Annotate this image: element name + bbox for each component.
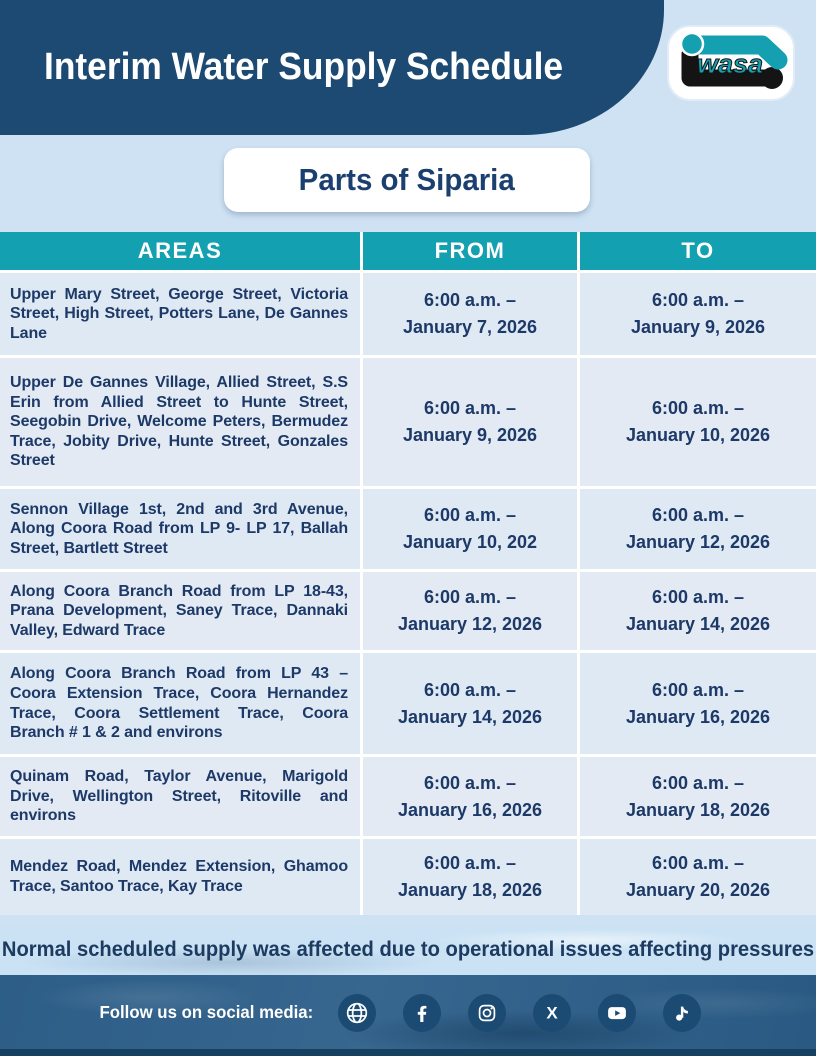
table-header-row [0,232,816,270]
table-row [0,273,816,355]
column-header-areas: AREAS [0,232,360,270]
subtitle-text: Parts of Siparia [298,162,516,197]
table-row [0,489,816,569]
table-row [0,653,816,754]
website-globe-icon[interactable] [338,994,376,1032]
from-cell: 6:00 a.m. – January 14, 2026 [363,653,577,754]
social-icons [338,994,701,1032]
area-cell: Upper De Gannes Village, Allied Street, S.S Erin from Allied Street to Hunte Street, Seegobin Drive, Welcome Peters, Bermudez Trace, Jobity Drive, Hunte Street, Gonzales Street [0,358,360,486]
tiktok-icon[interactable] [663,994,701,1032]
footer-band [0,975,816,1056]
table-row [0,358,816,486]
to-cell: 6:00 a.m. – January 18, 2026 [580,757,816,836]
schedule-table [0,232,816,915]
from-cell: 6:00 a.m. – January 16, 2026 [363,757,577,836]
subtitle-box [224,148,590,212]
to-cell: 6:00 a.m. – January 20, 2026 [580,839,816,915]
header-banner [0,0,664,135]
table-row [0,839,816,915]
from-cell: 6:00 a.m. – January 10, 202 [363,489,577,569]
to-cell: 6:00 a.m. – January 14, 2026 [580,572,816,650]
from-cell: 6:00 a.m. – January 7, 2026 [363,273,577,355]
table-row [0,757,816,836]
column-header-to: TO [580,232,816,270]
column-header-from: FROM [363,232,577,270]
note-text: Normal scheduled supply was affected due to operational issues affecting pressures [1,938,815,961]
to-cell: 6:00 a.m. – January 9, 2026 [580,273,816,355]
svg-text:X: X [546,1003,558,1022]
area-cell: Quinam Road, Taylor Avenue, Marigold Drive, Wellington Street, Ritoville and environs [0,757,360,836]
instagram-icon[interactable] [468,994,506,1032]
note-band [0,925,816,975]
area-cell: Along Coora Branch Road from LP 43 – Coora Extension Trace, Coora Hernandez Trace, Coora Settlement Trace, Coora Branch # 1 & 2 and environs [0,653,360,754]
wasa-logo-text: wasa [696,49,764,79]
youtube-icon[interactable] [598,994,636,1032]
from-cell: 6:00 a.m. – January 9, 2026 [363,358,577,486]
to-cell: 6:00 a.m. – January 16, 2026 [580,653,816,754]
x-twitter-icon[interactable] [533,994,571,1032]
to-cell: 6:00 a.m. – January 12, 2026 [580,489,816,569]
facebook-icon[interactable] [403,994,441,1032]
social-media-label: Follow us on social media: [99,1002,314,1022]
to-cell: 6:00 a.m. – January 10, 2026 [580,358,816,486]
area-cell: Upper Mary Street, George Street, Victoria Street, High Street, Potters Lane, De Gannes Lane [0,273,360,355]
wasa-logo [666,20,798,108]
table-row [0,572,816,650]
page-title: Interim Water Supply Schedule [44,46,564,88]
area-cell: Mendez Road, Mendez Extension, Ghamoo Trace, Santoo Trace, Kay Trace [0,839,360,915]
from-cell: 6:00 a.m. – January 12, 2026 [363,572,577,650]
area-cell: Along Coora Branch Road from LP 18-43, Prana Development, Saney Trace, Dannaki Valley, Edward Trace [0,572,360,650]
area-cell: Sennon Village 1st, 2nd and 3rd Avenue, Along Coora Road from LP 9- LP 17, Ballah Street, Bartlett Street [0,489,360,569]
from-cell: 6:00 a.m. – January 18, 2026 [363,839,577,915]
